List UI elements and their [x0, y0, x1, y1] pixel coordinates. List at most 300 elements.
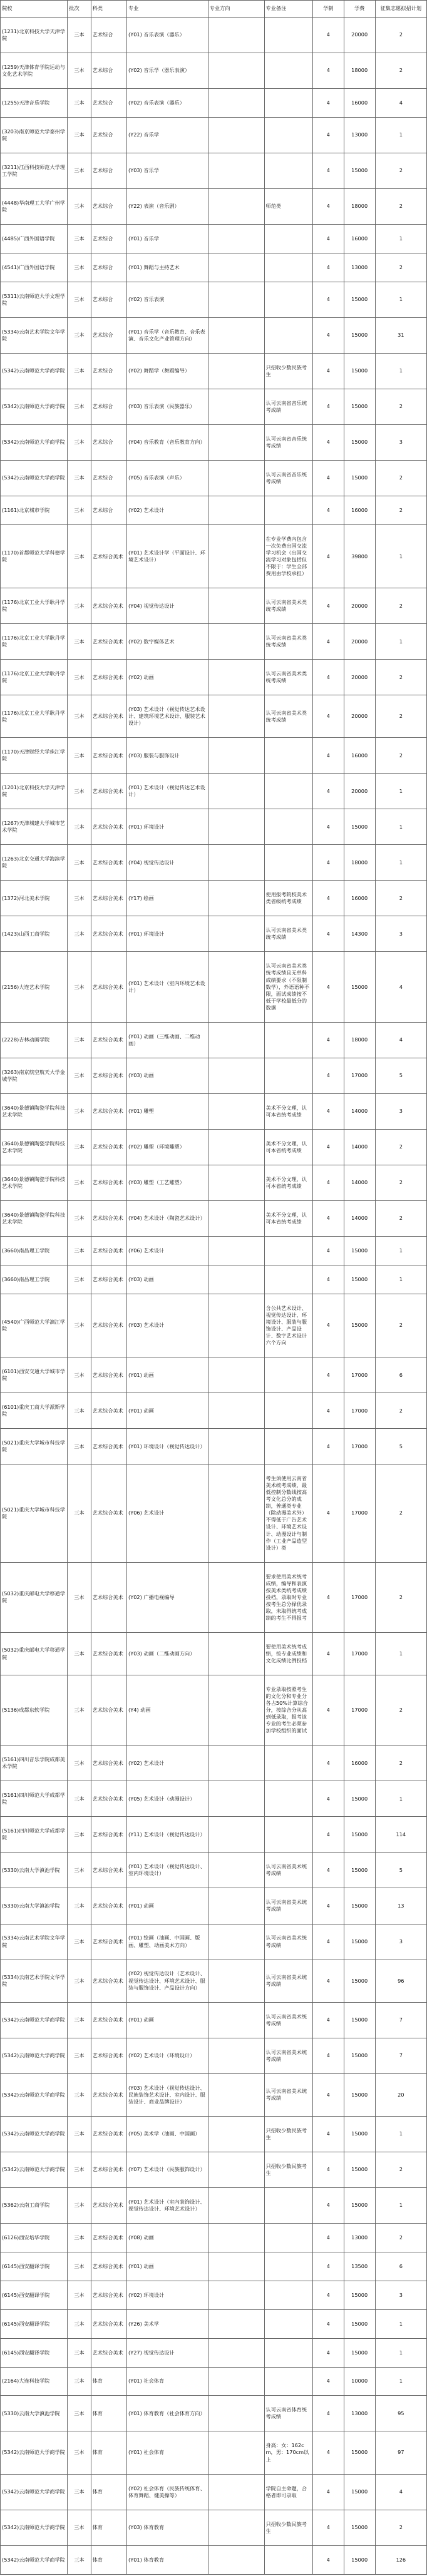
cell-batch: 三本	[68, 1781, 91, 1817]
cell-tuition: 13000	[344, 2223, 375, 2252]
cell-batch: 三本	[68, 353, 91, 389]
table-row	[1, 1236, 427, 1265]
cell-major: (Y03) 艺术设计（视觉传达艺术设计、建筑环境艺术设计、服装艺术设计）	[127, 695, 208, 738]
cell-batch: 三本	[68, 253, 91, 282]
cell-batch: 三本	[68, 496, 91, 525]
cell-tuition: 15000	[344, 2474, 375, 2510]
cell-batch: 三本	[68, 1022, 91, 1058]
cell-years: 4	[312, 2396, 344, 2431]
cell-years: 4	[312, 1236, 344, 1265]
cell-school: (1176)北京工业大学耿丹学院	[1, 624, 68, 660]
cell-major: (Y01) 艺术设计（室内装饰设计、视觉传达设计、环境艺术设计）	[127, 2187, 208, 2223]
cell-category: 艺术综合美术	[91, 774, 126, 809]
cell-years: 4	[312, 1058, 344, 1093]
cell-plan: 2	[375, 2152, 426, 2187]
cell-direction	[208, 2116, 264, 2152]
cell-school: (3640)景德镇陶瓷学院科技艺术学院	[1, 1200, 68, 1236]
cell-plan: 1	[375, 1236, 426, 1265]
cell-school: (5334)云南艺术学院文华学院	[1, 1924, 68, 1960]
cell-plan: 2	[375, 1745, 426, 1781]
cell-major: (Y01) 动画	[127, 2252, 208, 2281]
cell-plan: 4	[375, 89, 426, 118]
cell-direction	[208, 624, 264, 660]
cell-school: (5342)云南师范大学商学院	[1, 353, 68, 389]
cell-years: 4	[312, 1781, 344, 1817]
cell-category: 艺术综合	[91, 282, 126, 317]
table-row	[1, 1165, 427, 1200]
table-row	[1, 1022, 427, 1058]
table-row	[1, 1745, 427, 1781]
cell-major: (Y02) 艺术设计	[127, 1745, 208, 1781]
cell-batch: 三本	[68, 1960, 91, 2002]
cell-direction	[208, 1129, 264, 1165]
cell-remark	[264, 2545, 312, 2574]
cell-major: (Y03) 动画（二维动画方向）	[127, 1633, 208, 1675]
cell-tuition: 20000	[344, 660, 375, 695]
cell-remark	[264, 845, 312, 881]
cell-major: (Y02) 视觉传达设计（艺术设计、视觉传达设计、环境艺术设计、服装与服饰设计、产品设计方向）	[127, 1960, 208, 2002]
cell-batch: 三本	[68, 1294, 91, 1357]
cell-years: 4	[312, 189, 344, 225]
cell-major: (Y01) 动画	[127, 2002, 208, 2038]
cell-remark	[264, 1357, 312, 1393]
cell-major: (Y01) 体育教育（社会体育方向）	[127, 2396, 208, 2431]
cell-tuition: 15000	[344, 1781, 375, 1817]
cell-direction	[208, 225, 264, 253]
cell-tuition: 14000	[344, 1093, 375, 1129]
cell-school: (1176)北京工业大学耿丹学院	[1, 660, 68, 695]
cell-tuition: 17000	[344, 1562, 375, 1632]
cell-years: 4	[312, 461, 344, 496]
cell-years: 4	[312, 2510, 344, 2545]
cell-tuition: 16000	[344, 881, 375, 916]
cell-remark	[264, 1745, 312, 1781]
cell-plan: 3	[375, 1093, 426, 1129]
cell-plan: 1	[375, 353, 426, 389]
cell-tuition: 18000	[344, 1022, 375, 1058]
cell-batch: 三本	[68, 916, 91, 952]
cell-batch: 三本	[68, 1633, 91, 1675]
cell-plan: 7	[375, 2038, 426, 2073]
cell-tuition: 15000	[344, 2510, 375, 2545]
cell-major: (Y03) 雕塑（工艺雕塑）	[127, 1165, 208, 1200]
cell-batch: 三本	[68, 1562, 91, 1632]
cell-school: (4540)广西师范大学漓江学院	[1, 1294, 68, 1357]
cell-years: 4	[312, 282, 344, 317]
cell-tuition: 17000	[344, 1675, 375, 1745]
cell-category: 艺术综合美术	[91, 881, 126, 916]
cell-batch: 三本	[68, 695, 91, 738]
cell-batch: 三本	[68, 588, 91, 624]
cell-remark	[264, 282, 312, 317]
header-tuition: 学费	[344, 1, 375, 18]
cell-remark: 师范类	[264, 189, 312, 225]
cell-remark	[264, 2187, 312, 2223]
cell-plan: 2	[375, 1200, 426, 1236]
cell-plan: 1	[375, 1633, 426, 1675]
table-row	[1, 774, 427, 809]
cell-school: (5021)重庆大学城市科技学院	[1, 1464, 68, 1563]
cell-years: 4	[312, 317, 344, 353]
cell-years: 4	[312, 916, 344, 952]
cell-major: (Y05) 音乐表演（声乐）	[127, 461, 208, 496]
table-row	[1, 1633, 427, 1675]
cell-years: 4	[312, 53, 344, 89]
cell-remark	[264, 2223, 312, 2252]
cell-category: 艺术综合美术	[91, 2309, 126, 2338]
cell-major: (Y03) 音乐学	[127, 153, 208, 189]
cell-school: (5342)云南师范大学商学院	[1, 2073, 68, 2116]
cell-batch: 三本	[68, 1200, 91, 1236]
cell-major: (Y01) 艺术设计学（平面设计、环境艺术设计）	[127, 524, 208, 588]
cell-plan: 6	[375, 1357, 426, 1393]
cell-plan: 2	[375, 496, 426, 525]
cell-years: 4	[312, 1960, 344, 2002]
cell-remark	[264, 53, 312, 89]
cell-school: (6145)西安翻译学院	[1, 2309, 68, 2338]
cell-school: (5342)云南师范大学商学院	[1, 2510, 68, 2545]
cell-direction	[208, 2187, 264, 2223]
cell-school: (5342)云南师范大学商学院	[1, 2431, 68, 2474]
cell-years: 4	[312, 1022, 344, 1058]
cell-major: (Y04) 视觉传达设计	[127, 845, 208, 881]
table-row	[1, 18, 427, 53]
cell-years: 4	[312, 1853, 344, 1888]
cell-school: (4485)广西外国语学院	[1, 225, 68, 253]
cell-years: 4	[312, 225, 344, 253]
cell-years: 4	[312, 1393, 344, 1429]
table-row	[1, 1265, 427, 1294]
cell-direction	[208, 425, 264, 461]
cell-direction	[208, 1633, 264, 1675]
cell-school: (5136)成都东软学院	[1, 1675, 68, 1745]
cell-plan: 2	[375, 2510, 426, 2545]
cell-tuition: 17000	[344, 1393, 375, 1429]
table-row	[1, 916, 427, 952]
cell-category: 艺术综合美术	[91, 588, 126, 624]
cell-category: 艺术综合美术	[91, 1357, 126, 1393]
table-row	[1, 1093, 427, 1129]
cell-tuition: 15000	[344, 1294, 375, 1357]
cell-tuition: 20000	[344, 18, 375, 53]
cell-major: (Y22) 音乐学	[127, 117, 208, 153]
table-row	[1, 1200, 427, 1236]
cell-direction	[208, 695, 264, 738]
cell-tuition: 15000	[344, 353, 375, 389]
cell-years: 4	[312, 2116, 344, 2152]
table-row	[1, 1393, 427, 1429]
cell-major: (Y02) 广播电视编导	[127, 1562, 208, 1632]
cell-tuition: 18000	[344, 189, 375, 225]
cell-tuition: 18000	[344, 53, 375, 89]
cell-school: (1176)北京工业大学耿丹学院	[1, 588, 68, 624]
cell-tuition: 13000	[344, 253, 375, 282]
cell-batch: 三本	[68, 2431, 91, 2474]
cell-school: (1263)北京交通大学海滨学院	[1, 845, 68, 881]
cell-category: 艺术综合美术	[91, 845, 126, 881]
cell-tuition: 14000	[344, 1129, 375, 1165]
cell-remark	[264, 1429, 312, 1464]
cell-plan: 2	[375, 588, 426, 624]
cell-major: (Y02) 雕塑（环境雕塑）	[127, 1129, 208, 1165]
table-row	[1, 2152, 427, 2187]
cell-remark	[264, 809, 312, 845]
cell-tuition: 15000	[344, 2116, 375, 2152]
cell-direction	[208, 2510, 264, 2545]
cell-tuition: 15000	[344, 1924, 375, 1960]
table-row	[1, 845, 427, 881]
cell-years: 4	[312, 1464, 344, 1563]
cell-category: 体育	[91, 2396, 126, 2431]
cell-plan: 1	[375, 524, 426, 588]
cell-remark: 认可云南省美术统考成绩	[264, 2038, 312, 2073]
cell-remark	[264, 774, 312, 809]
table-row	[1, 89, 427, 118]
cell-years: 4	[312, 2187, 344, 2223]
cell-years: 4	[312, 952, 344, 1022]
cell-major: (Y08) 动画	[127, 2223, 208, 2252]
cell-plan: 2	[375, 253, 426, 282]
table-row	[1, 1888, 427, 1924]
cell-plan: 114	[375, 1817, 426, 1853]
cell-tuition: 15000	[344, 2187, 375, 2223]
cell-batch: 三本	[68, 1924, 91, 1960]
table-row	[1, 2431, 427, 2474]
cell-remark: 在专业学费内包含一次免费出国交流学习机会（出国交流学习对象包括但不限于：学生全部费用由学校承担）	[264, 524, 312, 588]
cell-plan: 2	[375, 881, 426, 916]
cell-school: (6145)西安翻译学院	[1, 2252, 68, 2281]
cell-school: (3203)南京师范大学泰州学院	[1, 117, 68, 153]
cell-remark: 认可云南省美术统考成绩	[264, 1888, 312, 1924]
cell-plan: 1	[375, 1265, 426, 1294]
cell-remark: 专业录取按照考生的文化分和专业分各占50%计算综合分，按综合分从高到低录取，报考该专业的考生必须参加学校组织的面试	[264, 1675, 312, 1745]
cell-category: 艺术综合美术	[91, 1745, 126, 1781]
cell-school: (5161)四川音乐学院成都美术学院	[1, 1745, 68, 1781]
header-row	[1, 1, 427, 18]
cell-remark	[264, 1817, 312, 1853]
cell-batch: 三本	[68, 1357, 91, 1393]
table-row	[1, 588, 427, 624]
cell-batch: 三本	[68, 881, 91, 916]
cell-major: (Y01) 动画	[127, 1393, 208, 1429]
cell-direction	[208, 496, 264, 525]
cell-plan: 3	[375, 916, 426, 952]
cell-direction	[208, 2281, 264, 2309]
cell-major: (Y22) 表演（音乐剧）	[127, 189, 208, 225]
cell-remark: 认可云南省美术类统考成绩且无单科成绩要求（不限制数学），外语语种不限，面试成绩按不低于学校最低分的数据	[264, 952, 312, 1022]
cell-tuition: 14000	[344, 1165, 375, 1200]
table-row	[1, 2367, 427, 2396]
cell-remark	[264, 2309, 312, 2338]
cell-tuition: 15000	[344, 2338, 375, 2367]
cell-major: (Y01) 音乐学	[127, 225, 208, 253]
cell-batch: 三本	[68, 660, 91, 695]
cell-years: 4	[312, 117, 344, 153]
cell-remark	[264, 1781, 312, 1817]
cell-plan: 5	[375, 1853, 426, 1888]
cell-school: (2156)大连艺术学院	[1, 952, 68, 1022]
cell-direction	[208, 353, 264, 389]
cell-school: (5342)云南师范大学商学院	[1, 2545, 68, 2574]
cell-major: (Y02) 音乐表演	[127, 282, 208, 317]
cell-plan: 3	[375, 2281, 426, 2309]
cell-major: (Y04) 艺术设计（陶瓷艺术设计）	[127, 1200, 208, 1236]
table-row	[1, 1562, 427, 1632]
cell-remark	[264, 253, 312, 282]
cell-tuition: 15000	[344, 2002, 375, 2038]
cell-category: 艺术综合	[91, 425, 126, 461]
cell-direction	[208, 1562, 264, 1632]
cell-years: 4	[312, 2367, 344, 2396]
cell-direction	[208, 253, 264, 282]
cell-major: (Y01) 环境设计	[127, 809, 208, 845]
cell-tuition: 20000	[344, 695, 375, 738]
cell-plan: 97	[375, 2431, 426, 2474]
cell-school: (5362)云南工商学院	[1, 2187, 68, 2223]
cell-plan: 6	[375, 2252, 426, 2281]
cell-batch: 三本	[68, 282, 91, 317]
cell-major: (Y01) 音乐学（音乐教育、音乐表演、音乐文化产业管理方向）	[127, 317, 208, 353]
cell-direction	[208, 809, 264, 845]
cell-direction	[208, 2474, 264, 2510]
cell-batch: 三本	[68, 389, 91, 424]
cell-batch: 三本	[68, 2038, 91, 2073]
cell-tuition: 15000	[344, 2073, 375, 2116]
cell-direction	[208, 461, 264, 496]
cell-plan: 5	[375, 1058, 426, 1093]
cell-plan: 2	[375, 53, 426, 89]
cell-years: 4	[312, 253, 344, 282]
header-plan: 征集志愿拟招计划	[375, 1, 426, 18]
cell-major: (Y17) 绘画	[127, 881, 208, 916]
cell-remark	[264, 317, 312, 353]
cell-years: 4	[312, 1633, 344, 1675]
cell-school: (5330)云南大学滇池学院	[1, 1853, 68, 1888]
cell-major: (Y02) 环境设计	[127, 2281, 208, 2309]
cell-category: 艺术综合美术	[91, 1817, 126, 1853]
table-row	[1, 53, 427, 89]
cell-major: (Y02) 艺术设计	[127, 496, 208, 525]
table-row	[1, 282, 427, 317]
cell-batch: 三本	[68, 2223, 91, 2252]
cell-school: (3640)景德镇陶瓷学院科技艺术学院	[1, 1129, 68, 1165]
cell-major: (Y01) 环境设计（视觉传达设计）	[127, 1429, 208, 1464]
cell-major: (Y4) 动画	[127, 1675, 208, 1745]
cell-years: 4	[312, 2309, 344, 2338]
cell-years: 4	[312, 89, 344, 118]
cell-school: (1267)天津城建大学城市艺术学院	[1, 809, 68, 845]
cell-remark: 认可云南省体育统考成绩	[264, 2396, 312, 2431]
cell-tuition: 15000	[344, 317, 375, 353]
cell-school: (6101)重庆工商大学派斯学院	[1, 1393, 68, 1429]
cell-category: 艺术综合美术	[91, 2187, 126, 2223]
cell-direction	[208, 117, 264, 153]
cell-tuition: 15000	[344, 1960, 375, 2002]
cell-category: 艺术综合	[91, 317, 126, 353]
cell-tuition: 20000	[344, 588, 375, 624]
cell-tuition: 16000	[344, 496, 375, 525]
cell-batch: 三本	[68, 524, 91, 588]
cell-plan: 3	[375, 425, 426, 461]
cell-category: 艺术综合	[91, 496, 126, 525]
table-row	[1, 2545, 427, 2574]
cell-direction	[208, 2396, 264, 2431]
cell-school: (5342)云南师范大学商学院	[1, 2002, 68, 2038]
cell-major: (Y02) 动画	[127, 660, 208, 695]
cell-years: 4	[312, 660, 344, 695]
cell-school: (1170)天津财经大学珠江学院	[1, 738, 68, 774]
cell-school: (5161)四川师范大学成都学院	[1, 1817, 68, 1853]
table-row	[1, 738, 427, 774]
cell-school: (3211)江西科技师范大学理工学院	[1, 153, 68, 189]
cell-batch: 三本	[68, 1429, 91, 1464]
table-row	[1, 1129, 427, 1165]
cell-years: 4	[312, 1675, 344, 1745]
cell-batch: 三本	[68, 1393, 91, 1429]
cell-direction	[208, 2223, 264, 2252]
cell-direction	[208, 1093, 264, 1129]
cell-plan: 4	[375, 952, 426, 1022]
cell-remark: 身高：女：162cm，男：170cm以上	[264, 2431, 312, 2474]
cell-category: 艺术综合	[91, 389, 126, 424]
cell-years: 4	[312, 524, 344, 588]
table-row	[1, 496, 427, 525]
cell-direction	[208, 1165, 264, 1200]
cell-plan: 2	[375, 189, 426, 225]
table-row	[1, 1294, 427, 1357]
cell-batch: 三本	[68, 774, 91, 809]
cell-years: 4	[312, 2338, 344, 2367]
cell-direction	[208, 1464, 264, 1563]
cell-school: (5330)云南大学滇池学院	[1, 2396, 68, 2431]
cell-plan: 1	[375, 2116, 426, 2152]
cell-batch: 三本	[68, 1853, 91, 1888]
cell-category: 艺术综合美术	[91, 1429, 126, 1464]
cell-plan: 7	[375, 2002, 426, 2038]
cell-plan: 2	[375, 738, 426, 774]
table-row	[1, 1924, 427, 1960]
cell-remark: 只招收少数民族考生	[264, 2116, 312, 2152]
cell-plan: 1	[375, 2187, 426, 2223]
cell-tuition: 17000	[344, 1633, 375, 1675]
cell-years: 4	[312, 1165, 344, 1200]
cell-category: 艺术综合美术	[91, 1265, 126, 1294]
cell-years: 4	[312, 2223, 344, 2252]
cell-tuition: 15000	[344, 2152, 375, 2187]
cell-years: 4	[312, 624, 344, 660]
table-row	[1, 2038, 427, 2073]
cell-batch: 三本	[68, 2396, 91, 2431]
cell-category: 艺术综合美术	[91, 2338, 126, 2367]
cell-batch: 三本	[68, 624, 91, 660]
cell-category: 艺术综合美术	[91, 1129, 126, 1165]
cell-remark	[264, 18, 312, 53]
cell-plan: 2	[375, 1294, 426, 1357]
cell-plan: 2	[375, 660, 426, 695]
cell-batch: 三本	[68, 2545, 91, 2574]
cell-years: 4	[312, 845, 344, 881]
cell-batch: 三本	[68, 1129, 91, 1165]
header-category: 科类	[91, 1, 126, 18]
table-row	[1, 1058, 427, 1093]
cell-plan: 2	[375, 1562, 426, 1632]
cell-category: 艺术综合美术	[91, 2038, 126, 2073]
cell-remark	[264, 1393, 312, 1429]
cell-plan: 2	[375, 1129, 426, 1165]
cell-school: (6101)西安交通大学城市学院	[1, 1357, 68, 1393]
cell-tuition: 16000	[344, 1745, 375, 1781]
table-row	[1, 189, 427, 225]
